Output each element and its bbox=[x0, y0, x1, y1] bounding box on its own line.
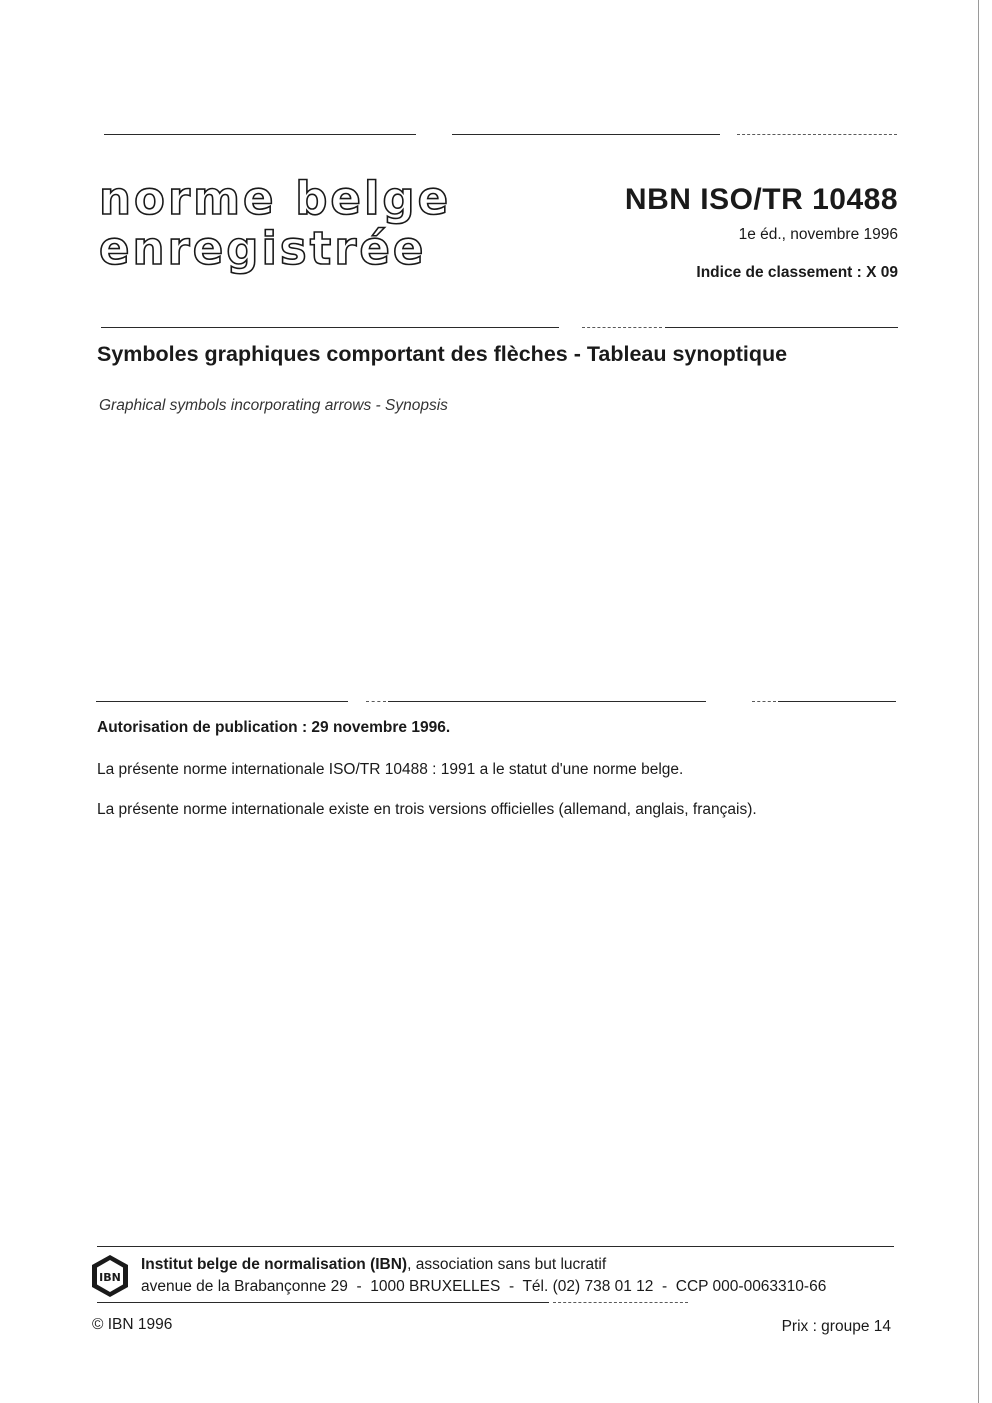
price-group: Prix : groupe 14 bbox=[781, 1318, 891, 1335]
body-rule-dash-2 bbox=[752, 701, 776, 702]
top-rule-2 bbox=[452, 134, 720, 135]
institute-description: , association sans but lucratif bbox=[407, 1256, 607, 1273]
institute-name: Institut belge de normalisation (IBN) bbox=[141, 1256, 408, 1273]
classification-index: Indice de classement : X 09 bbox=[696, 264, 898, 281]
body-rule bbox=[96, 701, 348, 702]
body-rule-mid bbox=[388, 701, 706, 702]
publication-authorization: Autorisation de publication : 29 novembre 1996. bbox=[97, 719, 451, 736]
brand-line-2: enregistrée bbox=[99, 222, 427, 275]
top-rule-dash bbox=[737, 134, 897, 135]
title-english: Graphical symbols incorporating arrows - Synopsis bbox=[99, 397, 448, 414]
top-rule bbox=[104, 134, 416, 135]
status-paragraph: La présente norme internationale ISO/TR 10488 : 1991 a le statut d'une norme belge. bbox=[97, 761, 684, 778]
body-rule-dash bbox=[366, 701, 386, 702]
versions-paragraph: La présente norme internationale existe en trois versions officielles (allemand, anglais, français). bbox=[97, 801, 757, 818]
scan-edge-line bbox=[978, 0, 979, 1403]
ibn-logo-letters: IBN bbox=[99, 1271, 121, 1284]
footer-rule-top bbox=[97, 1246, 894, 1247]
title-rule-right bbox=[665, 327, 898, 328]
footer-rule-bottom bbox=[97, 1302, 549, 1303]
copyright: © IBN 1996 bbox=[92, 1316, 173, 1333]
brand-line-1: norme belge bbox=[99, 172, 452, 225]
edition-date: 1e éd., novembre 1996 bbox=[738, 226, 898, 243]
institute-address: avenue de la Brabançonne 29 - 1000 BRUXELLES - Tél. (02) 738 01 12 - CCP 000-0063310-66 bbox=[141, 1278, 827, 1295]
title-rule bbox=[101, 327, 559, 328]
body-rule-right bbox=[778, 701, 896, 702]
title-rule-dash bbox=[582, 327, 662, 328]
footer-rule-bottom-dash bbox=[553, 1302, 688, 1303]
title-french: Symboles graphiques comportant des flèches - Tableau synoptique bbox=[97, 342, 788, 366]
standard-code: NBN ISO/TR 10488 bbox=[624, 183, 898, 216]
ibn-logo-icon bbox=[90, 1254, 130, 1298]
institute-line bbox=[141, 1256, 606, 1274]
